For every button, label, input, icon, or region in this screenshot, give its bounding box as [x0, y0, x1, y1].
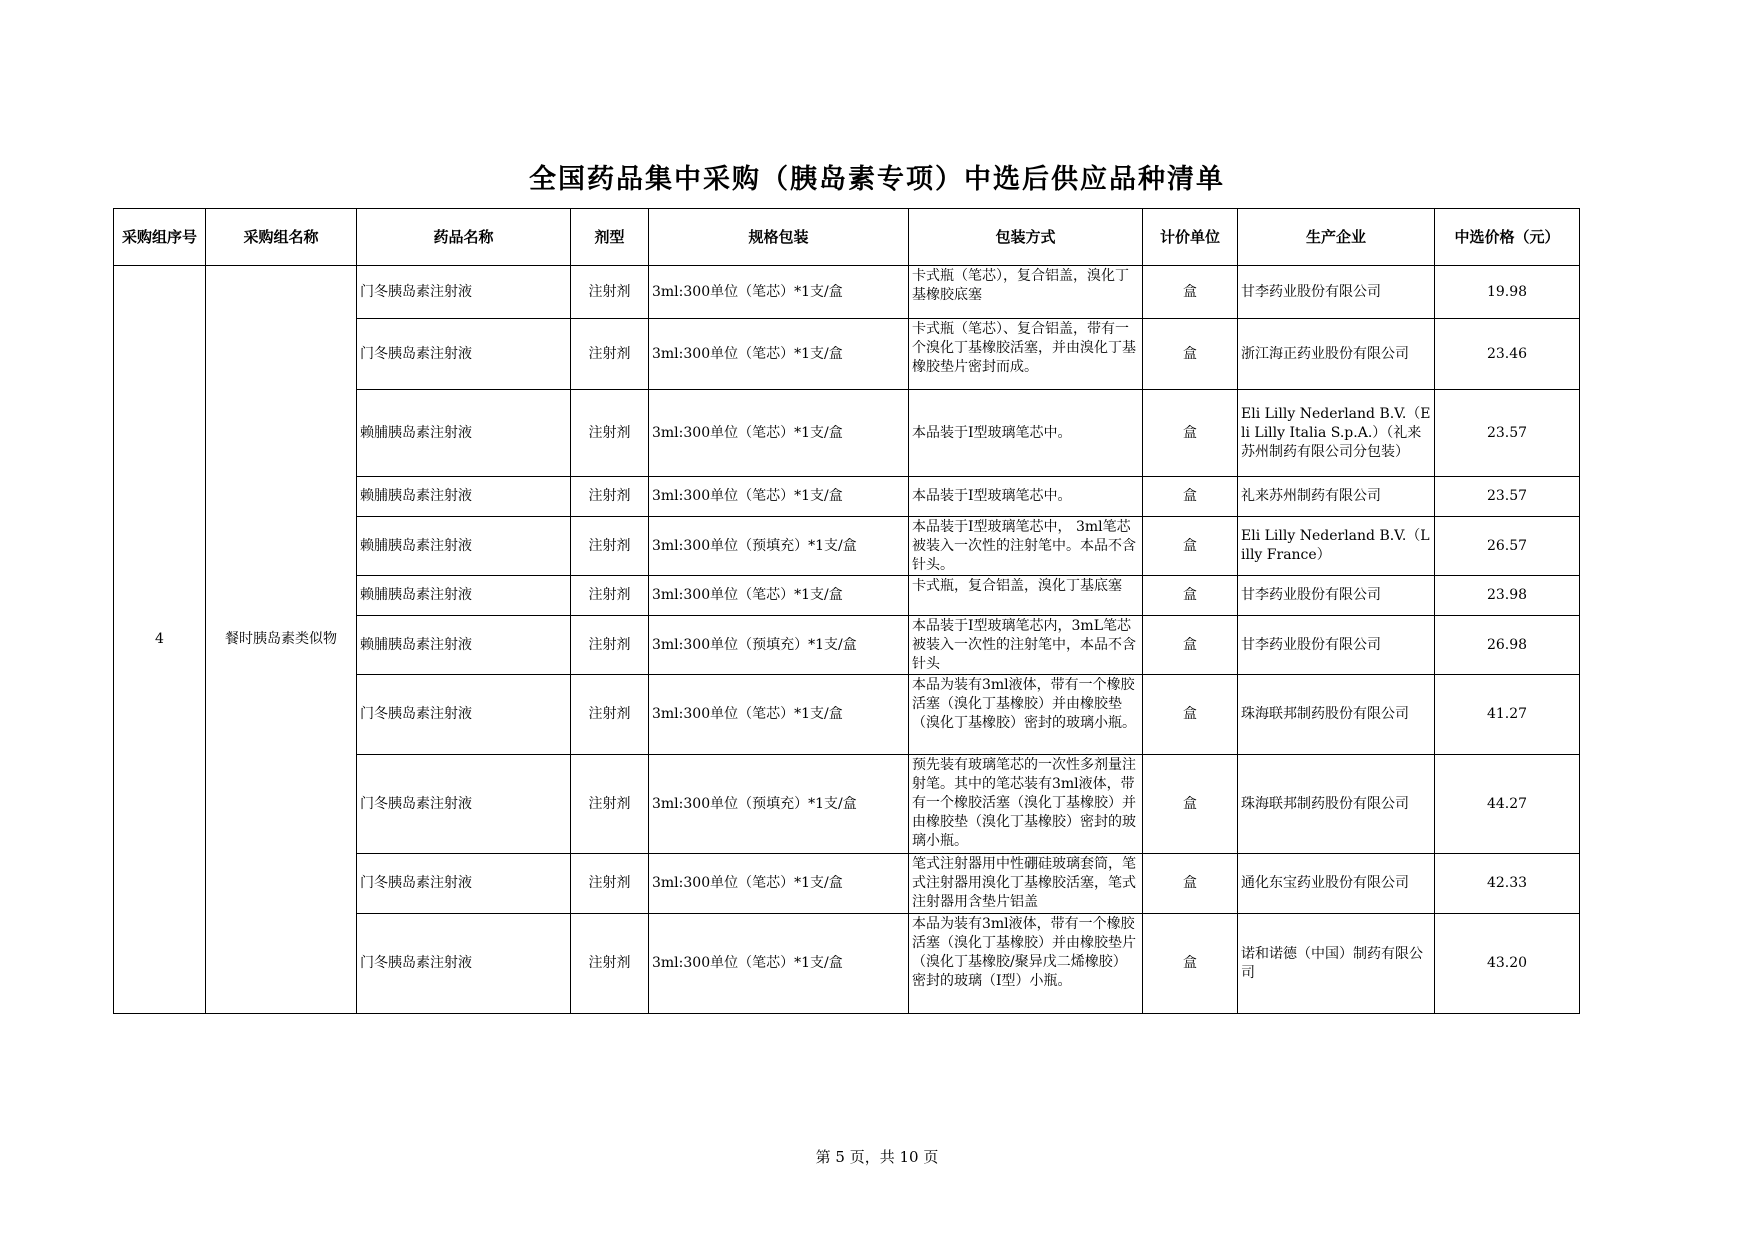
specification-cell: 3ml:300单位（笔芯）*1支/盒 — [649, 477, 909, 517]
pricing-unit-cell: 盒 — [1143, 477, 1238, 517]
column-header-drug-name: 药品名称 — [357, 209, 571, 266]
column-header-price: 中选价格（元） — [1435, 209, 1580, 266]
dosage-form-cell: 注射剂 — [571, 576, 649, 616]
group-name-cell: 餐时胰岛素类似物 — [206, 266, 357, 1014]
drug-name-cell: 赖脯胰岛素注射液 — [357, 390, 571, 477]
dosage-form-cell: 注射剂 — [571, 266, 649, 319]
specification-cell: 3ml:300单位（笔芯）*1支/盒 — [649, 266, 909, 319]
price-cell: 43.20 — [1435, 914, 1580, 1014]
price-cell: 26.57 — [1435, 517, 1580, 576]
column-header-dosage-form: 剂型 — [571, 209, 649, 266]
drug-name-cell: 赖脯胰岛素注射液 — [357, 616, 571, 675]
price-cell: 23.98 — [1435, 576, 1580, 616]
pricing-unit-cell: 盒 — [1143, 517, 1238, 576]
column-header-group-name: 采购组名称 — [206, 209, 357, 266]
pricing-unit-cell: 盒 — [1143, 675, 1238, 755]
group-number-cell: 4 — [114, 266, 206, 1014]
pricing-unit-cell: 盒 — [1143, 390, 1238, 477]
manufacturer-cell: 通化东宝药业股份有限公司 — [1238, 854, 1435, 914]
packaging-cell: 预先装有玻璃笔芯的一次性多剂量注射笔。其中的笔芯装有3ml液体，带有一个橡胶活塞（溴化丁基橡胶）并由橡胶垫（溴化丁基橡胶）密封的玻璃小瓶。 — [909, 755, 1143, 854]
dosage-form-cell: 注射剂 — [571, 616, 649, 675]
price-cell: 19.98 — [1435, 266, 1580, 319]
manufacturer-cell: 浙江海正药业股份有限公司 — [1238, 319, 1435, 390]
pricing-unit-cell: 盒 — [1143, 854, 1238, 914]
manufacturer-cell: 珠海联邦制药股份有限公司 — [1238, 755, 1435, 854]
drug-name-cell: 赖脯胰岛素注射液 — [357, 517, 571, 576]
drug-name-cell: 门冬胰岛素注射液 — [357, 914, 571, 1014]
packaging-cell: 本品装于Ⅰ型玻璃笔芯中， 3ml笔芯被装入一次性的注射笔中。本品不含针头。 — [909, 517, 1143, 576]
manufacturer-cell: 礼来苏州制药有限公司 — [1238, 477, 1435, 517]
dosage-form-cell: 注射剂 — [571, 477, 649, 517]
packaging-cell: 笔式注射器用中性硼硅玻璃套筒，笔式注射器用溴化丁基橡胶活塞，笔式注射器用含垫片铝盖 — [909, 854, 1143, 914]
dosage-form-cell: 注射剂 — [571, 755, 649, 854]
column-header-manufacturer: 生产企业 — [1238, 209, 1435, 266]
packaging-cell: 本品装于Ⅰ型玻璃笔芯内，3mL笔芯被装入一次性的注射笔中，本品不含针头 — [909, 616, 1143, 675]
supply-list-table — [113, 208, 1580, 1014]
table-header-row — [114, 209, 1580, 266]
specification-cell: 3ml:300单位（笔芯）*1支/盒 — [649, 576, 909, 616]
drug-name-cell: 门冬胰岛素注射液 — [357, 755, 571, 854]
pricing-unit-cell: 盒 — [1143, 319, 1238, 390]
price-cell: 41.27 — [1435, 675, 1580, 755]
specification-cell: 3ml:300单位（笔芯）*1支/盒 — [649, 319, 909, 390]
manufacturer-cell: 甘李药业股份有限公司 — [1238, 266, 1435, 319]
manufacturer-cell: Eli Lilly Nederland B.V.（Lilly France） — [1238, 517, 1435, 576]
packaging-cell: 卡式瓶（笔芯），复合铝盖，溴化丁基橡胶底塞 — [909, 266, 1143, 319]
price-cell: 23.57 — [1435, 390, 1580, 477]
dosage-form-cell: 注射剂 — [571, 390, 649, 477]
pricing-unit-cell: 盒 — [1143, 755, 1238, 854]
column-header-pricing-unit: 计价单位 — [1143, 209, 1238, 266]
price-cell: 26.98 — [1435, 616, 1580, 675]
dosage-form-cell: 注射剂 — [571, 675, 649, 755]
pricing-unit-cell: 盒 — [1143, 616, 1238, 675]
page-number: 第 5 页，共 10 页 — [815, 1148, 939, 1166]
price-cell: 42.33 — [1435, 854, 1580, 914]
manufacturer-cell: 珠海联邦制药股份有限公司 — [1238, 675, 1435, 755]
specification-cell: 3ml:300单位（预填充）*1支/盒 — [649, 616, 909, 675]
price-cell: 23.46 — [1435, 319, 1580, 390]
pricing-unit-cell: 盒 — [1143, 266, 1238, 319]
pricing-unit-cell: 盒 — [1143, 914, 1238, 1014]
specification-cell: 3ml:300单位（预填充）*1支/盒 — [649, 517, 909, 576]
specification-cell: 3ml:300单位（预填充）*1支/盒 — [649, 755, 909, 854]
specification-cell: 3ml:300单位（笔芯）*1支/盒 — [649, 854, 909, 914]
dosage-form-cell: 注射剂 — [571, 854, 649, 914]
packaging-cell: 本品为装有3ml液体，带有一个橡胶活塞（溴化丁基橡胶）并由橡胶垫（溴化丁基橡胶）密封的玻璃小瓶。 — [909, 675, 1143, 755]
drug-name-cell: 门冬胰岛素注射液 — [357, 675, 571, 755]
table-row — [114, 266, 1580, 319]
pricing-unit-cell: 盒 — [1143, 576, 1238, 616]
specification-cell: 3ml:300单位（笔芯）*1支/盒 — [649, 390, 909, 477]
dosage-form-cell: 注射剂 — [571, 914, 649, 1014]
document-title: 全国药品集中采购（胰岛素专项）中选后供应品种清单 — [529, 164, 1225, 195]
specification-cell: 3ml:300单位（笔芯）*1支/盒 — [649, 675, 909, 755]
price-cell: 23.57 — [1435, 477, 1580, 517]
drug-name-cell: 赖脯胰岛素注射液 — [357, 576, 571, 616]
drug-name-cell: 门冬胰岛素注射液 — [357, 854, 571, 914]
manufacturer-cell: 甘李药业股份有限公司 — [1238, 576, 1435, 616]
manufacturer-cell: Eli Lilly Nederland B.V.（Eli Lilly Italia S.p.A.）（礼来苏州制药有限公司分包装） — [1238, 390, 1435, 477]
manufacturer-cell: 甘李药业股份有限公司 — [1238, 616, 1435, 675]
packaging-cell: 卡式瓶（笔芯）、复合铝盖，带有一个溴化丁基橡胶活塞，并由溴化丁基橡胶垫片密封而成。 — [909, 319, 1143, 390]
dosage-form-cell: 注射剂 — [571, 319, 649, 390]
column-header-packaging: 包装方式 — [909, 209, 1143, 266]
drug-name-cell: 门冬胰岛素注射液 — [357, 266, 571, 319]
packaging-cell: 本品为装有3ml液体，带有一个橡胶活塞（溴化丁基橡胶）并由橡胶垫片（溴化丁基橡胶/聚异戊二烯橡胶）密封的玻璃（Ⅰ型）小瓶。 — [909, 914, 1143, 1014]
packaging-cell: 本品装于Ⅰ型玻璃笔芯中。 — [909, 477, 1143, 517]
drug-name-cell: 赖脯胰岛素注射液 — [357, 477, 571, 517]
specification-cell: 3ml:300单位（笔芯）*1支/盒 — [649, 914, 909, 1014]
packaging-cell: 卡式瓶，复合铝盖，溴化丁基底塞 — [909, 576, 1143, 616]
column-header-specification: 规格包装 — [649, 209, 909, 266]
dosage-form-cell: 注射剂 — [571, 517, 649, 576]
price-cell: 44.27 — [1435, 755, 1580, 854]
column-header-group-number: 采购组序号 — [114, 209, 206, 266]
manufacturer-cell: 诺和诺德（中国）制药有限公司 — [1238, 914, 1435, 1014]
packaging-cell: 本品装于Ⅰ型玻璃笔芯中。 — [909, 390, 1143, 477]
drug-name-cell: 门冬胰岛素注射液 — [357, 319, 571, 390]
